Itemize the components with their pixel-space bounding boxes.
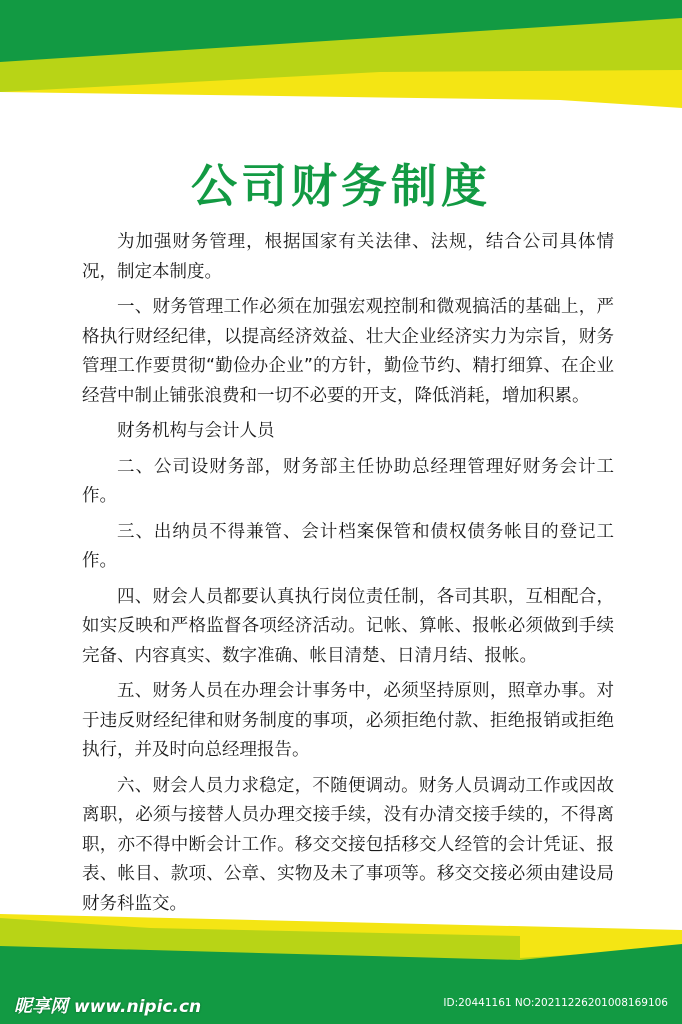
paragraph-6: 六、财会人员力求稳定，不随便调动。财务人员调动工作或因故离职，必须与接替人员办理交接手续，没有办清交接手续的，不得离职，亦不得中断会计工作。移交交接包括移交人经管的会计凭证、报表、帐目、款项、公章、实物及未了事项等。移交交接必须由建设局财务科监交。 bbox=[82, 775, 614, 914]
paragraph-5: 五、财务人员在办理会计事务中，必须坚持原则，照章办事。对于违反财经纪律和财务制度的事项，必须拒绝付款、拒绝报销或拒绝执行，并及时向总经理报告。 bbox=[82, 681, 614, 760]
page-title: 公司财务制度 bbox=[191, 159, 491, 213]
paragraph-3: 三、出纳员不得兼管、会计档案保管和债权债务帐目的登记工作。 bbox=[82, 521, 614, 571]
image-id-text: ID:20441161 NO:20211226201008169106 bbox=[443, 997, 668, 1009]
watermark-site-name: 昵享网 bbox=[14, 996, 68, 1017]
watermark-url: www.nipic.cn bbox=[74, 997, 202, 1017]
paragraph-4: 四、财会人员都要认真执行岗位责任制，各司其职，互相配合，如实反映和严格监督各项经济活动。记帐、算帐、报帐必须做到手续完备、内容真实、数字准确、帐目清楚、日清月结、报帐。 bbox=[82, 586, 614, 666]
paragraph-2: 二、公司设财务部，财务部主任协助总经理管理好财务会计工作。 bbox=[82, 456, 614, 506]
section-heading: 财务机构与会计人员 bbox=[117, 421, 275, 441]
top-banner-decoration bbox=[0, 0, 682, 110]
paragraph-intro: 为加强财务管理，根据国家有关法律、法规，结合公司具体情况，制定本制度。 bbox=[82, 232, 614, 282]
paragraph-1: 一、财务管理工作必须在加强宏观控制和微观搞活的基础上，严格执行财经纪律，以提高经济效益、壮大企业经济实力为宗旨，财务管理工作要贯彻“勤俭办企业”的方针，勤俭节约、精打细算、在企业经营中制止铺张浪费和一切不必要的开支，降低消耗，增加积累。 bbox=[82, 297, 614, 406]
body-text bbox=[82, 228, 614, 925]
watermark-logo bbox=[14, 992, 201, 1018]
